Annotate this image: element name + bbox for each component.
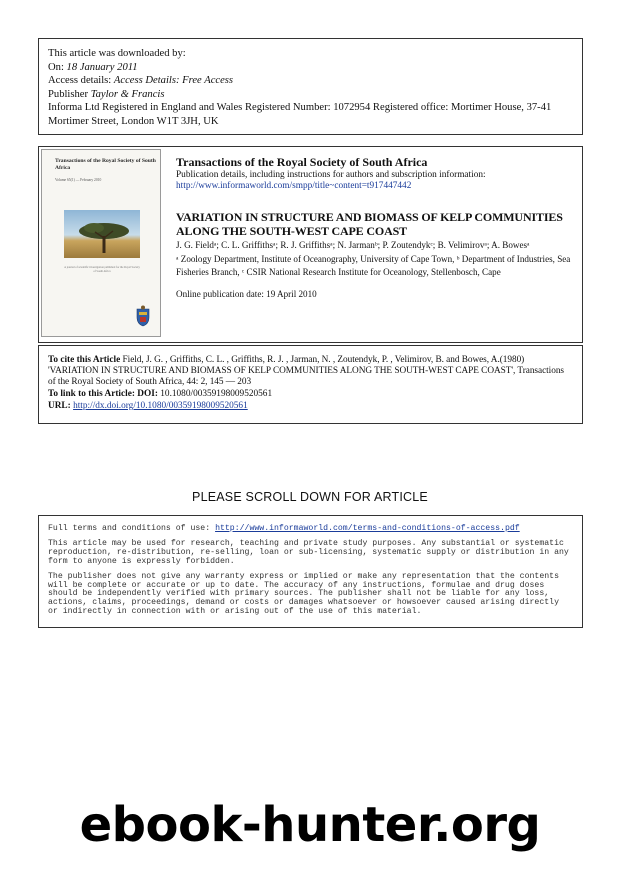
terms-url-link[interactable]: http://www.informaworld.com/terms-and-conditions-of-access.pdf <box>215 524 520 533</box>
cite-text: Field, J. G. , Griffiths, C. L. , Griffiths, R. J. , Jarman, N. , Zoutendyk, P. , Velimirov, B. and Bowes, A.(1980) 'VARIATION IN STRUCTURE AND BIOMASS OF KELP COMMUNITIES ALONG THE SOUTH-WEST CAPE COAST', Transactions of the Royal Society of South Africa, 44: 2, 145 — 203 <box>48 355 564 387</box>
url-line <box>48 401 573 412</box>
doi-url-link[interactable]: http://dx.doi.org/10.1080/00359198009520561 <box>73 401 248 411</box>
access-details-line <box>48 74 573 88</box>
terms-disclaimer-paragraph: The publisher does not give any warranty express or implied or make any representation that the contents will be complete or accurate or up to date. The accuracy of any instructions, formulae and drug doses should be independently verified with primary sources. The publisher shall not be liable for any loss, actions, claims, proceedings, demand or costs or damages whatsoever or howsoever caused arising directly or indirectly in connection with or arising out of the use of this material. <box>48 571 559 617</box>
cite-line <box>48 355 573 388</box>
watermark-text: ebook-hunter.org <box>79 797 541 853</box>
cover-caption: A journal of scientific investigation published for the Royal Society of South Africa <box>64 266 140 273</box>
journal-title: Transactions of the Royal Society of South Africa <box>176 155 428 169</box>
terms-box <box>38 515 583 628</box>
downloaded-on-line <box>48 61 573 75</box>
cite-label: To cite this Article <box>48 355 121 365</box>
article-info-box <box>38 146 583 343</box>
citation-box <box>38 345 583 424</box>
publisher-line <box>48 88 573 102</box>
on-label: On: <box>48 61 64 73</box>
cover-photo <box>64 210 140 258</box>
access-value: Access Details: Free Access <box>113 75 234 87</box>
author-list: J. G. Fieldᵃ; C. L. Griffithsᵃ; R. J. Griffithsᵃ; N. Jarmanᵇ; P. Zoutendykᶜ; B. Velimirovᵃ; A. Bowesᵃ <box>176 240 530 250</box>
scroll-down-notice: PLEASE SCROLL DOWN FOR ARTICLE <box>192 490 428 504</box>
access-label: Access details: <box>48 75 112 87</box>
downloaded-by-line: This article was downloaded by: <box>48 48 186 59</box>
article-title: VARIATION IN STRUCTURE AND BIOMASS OF KELP COMMUNITIES ALONG THE SOUTH-WEST CAPE COAST <box>176 210 563 238</box>
journal-cover-image <box>41 149 161 337</box>
doi-label: To link to this Article: DOI: <box>48 389 158 399</box>
on-value: 18 January 2011 <box>66 61 138 73</box>
cover-volume: Volume 65(1) — February 2010 <box>55 178 102 182</box>
publisher-label: Publisher <box>48 88 89 100</box>
cover-title: Transactions of the Royal Society of South Africa <box>55 158 156 171</box>
doi-value: 10.1080/00359198009520561 <box>160 389 273 399</box>
publication-details: Publication details, including instructions for authors and subscription information: <box>176 170 486 180</box>
terms-usage-paragraph: This article may be used for research, teaching and private study purposes. Any substantial or systematic reproduction, re-distribution, re-selling, loan or sub-licensing, systematic supply or distribution in any form to anyone is expressly forbidden. <box>48 538 569 566</box>
publisher-value: Taylor & Francis <box>90 88 165 100</box>
acacia-tree-icon <box>64 210 140 258</box>
url-label: URL: <box>48 401 71 411</box>
author-affiliations: ᵃ Zoology Department, Institute of Oceanography, University of Cape Town, ᵇ Department of Industries, Sea Fisheries Branch, ᶜ CSIR National Research Institute for Oceanology, Stellenbosch, Cape <box>176 254 571 277</box>
society-crest-icon <box>135 305 151 332</box>
online-publication-date: Online publication date: 19 April 2010 <box>176 289 317 299</box>
doi-line <box>48 389 573 400</box>
terms-line <box>48 525 573 534</box>
terms-prefix: Full terms and conditions of use: <box>48 524 211 533</box>
journal-url-link[interactable]: http://www.informaworld.com/smpp/title~content=t917447442 <box>176 181 412 191</box>
download-info-box <box>38 38 583 135</box>
registration-text: Informa Ltd Registered in England and Wales Registered Number: 1072954 Registered office: Mortimer House, 37-41 Mortimer Street, London W1T 3JH, UK <box>48 102 552 127</box>
